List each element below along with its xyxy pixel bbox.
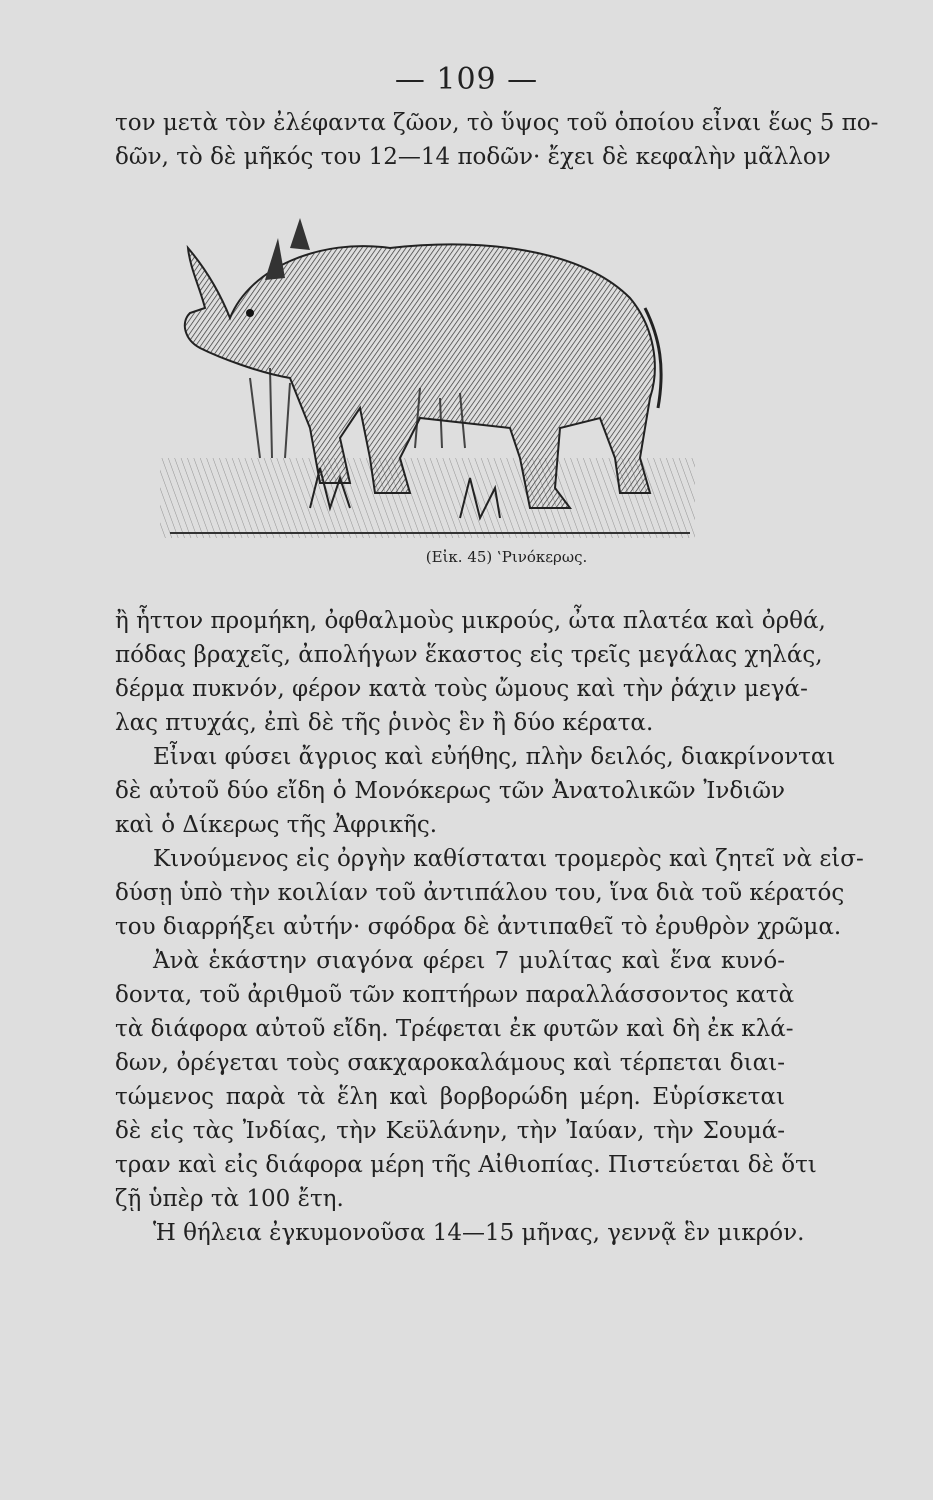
text-line: καὶ ὁ Δίκερως τῆς Ἀφρικῆς. xyxy=(115,812,438,838)
text-line: ζῇ ὑπὲρ τὰ 100 ἔτη. xyxy=(115,1186,344,1212)
text-line: τραν καὶ εἰς διάφορα μέρη τῆς Αἰθιοπίας. Πιστεύεται δὲ ὅτι xyxy=(115,1152,817,1178)
text-line: πόδας βραχεῖς, ἀπολήγων ἕκαστος εἰς τρεῖς μεγάλας χηλάς, xyxy=(115,642,823,668)
text-line: Εἶναι φύσει ἄγριος καὶ εὐήθης, πλὴν δειλός, διακρίνονται xyxy=(153,744,836,770)
text-line: δὲ εἰς τὰς Ἰνδίας, τὴν Κεϋλάνην, τὴν Ἰαύαν, τὴν Σουμά- xyxy=(115,1118,785,1144)
text-line: του διαρρήξει αὐτήν· σφόδρα δὲ ἀντιπαθεῖ τὸ ἐρυθρὸν χρῶμα. xyxy=(115,914,842,940)
top-paragraph xyxy=(115,106,879,174)
text-line: δοντα, τοῦ ἀριθμοῦ τῶν κοπτήρων παραλλάσσοντος κατὰ xyxy=(115,982,795,1008)
text-line: δέρμα πυκνόν, φέρον κατὰ τοὺς ὤμους καὶ τὴν ῥάχιν μεγά- xyxy=(115,676,808,702)
text-line: Ἀνὰ ἑκάστην σιαγόνα φέρει 7 μυλίτας καὶ ἕνα κυνό- xyxy=(153,948,785,974)
text-line: δύσῃ ὑπὸ τὴν κοιλίαν τοῦ ἀντιπάλου του, ἵνα διὰ τοῦ κέρατός xyxy=(115,880,845,906)
figure-caption: (Εἰκ. 45) ‛Ρινόκερως. xyxy=(425,548,588,566)
text-line: τὰ διάφορα αὐτοῦ εἴδη. Τρέφεται ἐκ φυτῶν καὶ δὴ ἐκ κλά- xyxy=(115,1016,794,1042)
text-line: δὲ αὐτοῦ δύο εἴδη ὁ Μονόκερως τῶν Ἀνατολικῶν Ἰνδιῶν xyxy=(115,778,785,804)
text-line: Κινούμενος εἰς ὀργὴν καθίσταται τρομερὸς καὶ ζητεῖ νὰ εἰσ- xyxy=(153,846,864,872)
text-line: ἢ ἧττον προμήκη, ὀφθαλμοὺς μικρούς, ὦτα πλατέα καὶ ὀρθά, xyxy=(115,608,826,634)
rhinoceros-engraving-icon xyxy=(160,208,695,538)
text-line: τον μετὰ τὸν ἐλέφαντα ζῶον, τὸ ὕψος τοῦ ὁποίου εἶναι ἕως 5 πο- xyxy=(115,110,879,136)
text-line: δῶν, τὸ δὲ μῆκός του 12—14 ποδῶν· ἔχει δὲ κεφαλὴν μᾶλλον xyxy=(115,144,831,170)
text-line: Ἡ θήλεια ἐγκυμονοῦσα 14—15 μῆνας, γεννᾷ ἓν μικρόν. xyxy=(153,1220,805,1246)
page-number: — 109 — xyxy=(394,62,539,97)
text-line: δων, ὀρέγεται τοὺς σακχαροκαλάμους καὶ τέρπεται διαι- xyxy=(115,1050,785,1076)
body-text xyxy=(115,604,864,1250)
text-line: τώμενος παρὰ τὰ ἕλη καὶ βορβορώδη μέρη. Εὑρίσκεται xyxy=(115,1084,785,1110)
text-line: λας πτυχάς, ἐπὶ δὲ τῆς ῥινὸς ἓν ἢ δύο κέρατα. xyxy=(115,710,654,736)
